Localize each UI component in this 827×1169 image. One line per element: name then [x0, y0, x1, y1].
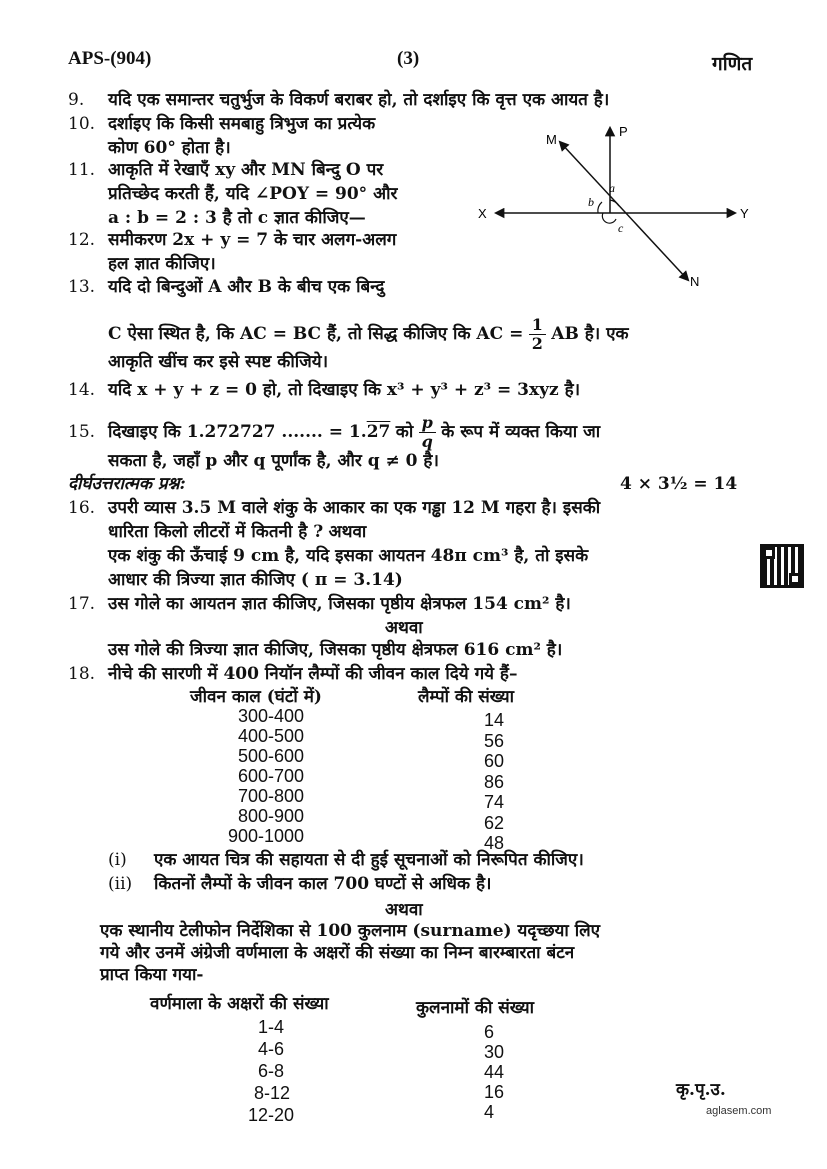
table-cell: 56	[484, 730, 505, 751]
q18-sub-ii: (ii) कितनों लैम्पों के जीवन काल 700 घण्टों से अधिक है।	[108, 874, 492, 894]
or-18: अथवा	[385, 900, 423, 920]
table-row: 700-800	[238, 786, 305, 806]
table2-col-letters: वर्णमाला के अक्षरों की संख्या	[150, 994, 329, 1014]
lines-figure	[470, 120, 770, 300]
fraction-half: $\frac{1}{2}$	[529, 316, 546, 353]
table-cell: 86	[484, 771, 505, 792]
table-row: 900-1000	[228, 826, 305, 846]
table-row: 600-700	[238, 766, 305, 786]
table-cell: 6	[484, 1022, 495, 1042]
table-row: 800-900	[238, 806, 305, 826]
recurring-bar: 27	[366, 422, 391, 442]
watermark-site: aglasem.com	[706, 1105, 772, 1117]
table-row: 1-4	[258, 1017, 285, 1037]
table1-col-lifetime: जीवन काल (घंटों में)	[190, 687, 322, 707]
table-row: 400-500	[238, 726, 305, 746]
page-number: (3)	[397, 48, 420, 69]
table-row: 4-6	[258, 1039, 285, 1059]
subject-title: गणित	[712, 54, 753, 75]
section-marks: 4 × 3½ = 14	[620, 474, 738, 494]
fraction-p-q: $\frac{p}{q}$	[419, 414, 436, 451]
table-row: 8-12	[254, 1083, 291, 1103]
question-17: 17. उस गोले का आयतन ज्ञात कीजिए, जिसका पृष्ठीय क्षेत्रफल 154 cm² है।	[68, 594, 571, 614]
question-12: 12. समीकरण 2x + y = 7 के चार अलग-अलग हल ज्ञात कीजिए।	[68, 230, 397, 274]
label-P: P	[619, 124, 628, 139]
question-17-alt: उस गोले की त्रिज्या ज्ञात कीजिए, जिसका पृष्ठीय क्षेत्रफल 616 cm² है।	[108, 640, 563, 660]
label-c: c	[618, 221, 624, 235]
question-13-cont: C ऐसा स्थित है, कि AC = BC हैं, तो सिद्ध कीजिए कि AC = $\frac{1}{2}$ AB है। एक	[108, 315, 629, 353]
table-cell: 44	[484, 1062, 505, 1082]
question-13-line3: आकृति खींच कर इसे स्पष्ट कीजिये।	[108, 352, 329, 372]
q18-sub-i: (i) एक आयत चित्र की सहायता से दी हुई सूचनाओं को निरूपित कीजिए।	[108, 850, 584, 870]
section-title: दीर्घउत्तरात्मक प्रश्न:	[68, 474, 186, 494]
question-15: 15. दिखाइए कि 1.272727 ....... = 1.27 को $\frac{p}{q}$ के रूप में व्यक्त किया जा	[68, 413, 601, 451]
table1-col-lamps: लैम्पों की संख्या	[418, 687, 515, 707]
table2-col-surnames: कुलनामों की संख्या	[416, 998, 534, 1018]
table-cell: 4	[484, 1102, 495, 1122]
table-cell: 62	[484, 812, 505, 833]
question-14: 14. यदि x + y + z = 0 हो, तो दिखाइए कि x³ + y³ + z³ = 3xyz है।	[68, 380, 581, 400]
question-18: 18. नीचे की सारणी में 400 नियॉन लैम्पों की जीवन काल दिये गये हैं–	[68, 664, 518, 684]
label-M: M	[546, 132, 557, 147]
table1-ranges	[228, 706, 305, 846]
label-X: X	[478, 206, 487, 221]
or-17: अथवा	[385, 618, 423, 638]
line-mn	[560, 142, 688, 280]
table-row: 12-20	[248, 1105, 295, 1125]
table2-counts	[484, 1022, 504, 1122]
question-9: 9. यदि एक समान्तर चतुर्भुज के विकर्ण बराबर हो, तो दर्शाइए कि वृत्त एक आयत है।	[68, 90, 610, 110]
label-b: b	[588, 195, 594, 209]
q18-alt: एक स्थानीय टेलीफोन निर्देशिका से 100 कुलनाम (surname) यदृच्छया लिए गये और उनमें अंग्रेजी वर्णमाला के अक्षरों की संख्या का निम्न बारम्बारता बंटन प्राप्त किया गया-	[100, 921, 601, 985]
question-16: 16. उपरी व्यास 3.5 M वाले शंकु के आकार का एक गड्ढा 12 M गहरा है। इसकी धारिता किलो लीटरों में कितनी है ? अथवा एक शंकु की ऊँचाई 9 cm है, यदि इसका आयतन 48π cm³ है, तो इसके आधार की त्रिज्या ज्ञात कीजिए ( π = 3.14)	[68, 498, 601, 590]
angle-arc	[598, 200, 619, 213]
table-cell: 16	[484, 1082, 505, 1102]
pto-label: कृ.पृ.उ.	[676, 1080, 726, 1100]
table-cell: 30	[484, 1042, 505, 1062]
table-row: 6-8	[258, 1061, 285, 1081]
label-a: a	[609, 181, 615, 195]
table-row: 300-400	[238, 706, 305, 726]
table-cell: 74	[484, 792, 505, 812]
label-N: N	[690, 274, 700, 289]
question-10: 10. दर्शाइए कि किसी समबाहु त्रिभुज का प्रत्येक कोण 60° होता है।	[68, 114, 376, 158]
label-Y: Y	[740, 206, 749, 221]
table-row: 500-600	[238, 746, 305, 766]
table1-counts	[484, 710, 504, 854]
table-cell: 14	[484, 710, 505, 730]
question-11: 11. आकृति में रेखाएँ xy और MN बिन्दु O पर प्रतिच्छेद करती हैं, यदि ∠POY = 90° और a : b = 2 : 3 है तो c ज्ञात कीजिए—	[68, 160, 398, 228]
table2-ranges	[248, 1016, 295, 1126]
paper-code: APS-(904)	[68, 48, 152, 69]
question-15-line2: सकता है, जहाँ p और q पूर्णांक है, और q ≠ 0 है।	[108, 451, 439, 471]
question-13: 13. यदि दो बिन्दुओं A और B के बीच एक बिन्दु	[68, 277, 385, 297]
table-cell: 48	[484, 833, 505, 853]
table-cell: 60	[484, 751, 505, 771]
qr-code	[763, 547, 801, 585]
